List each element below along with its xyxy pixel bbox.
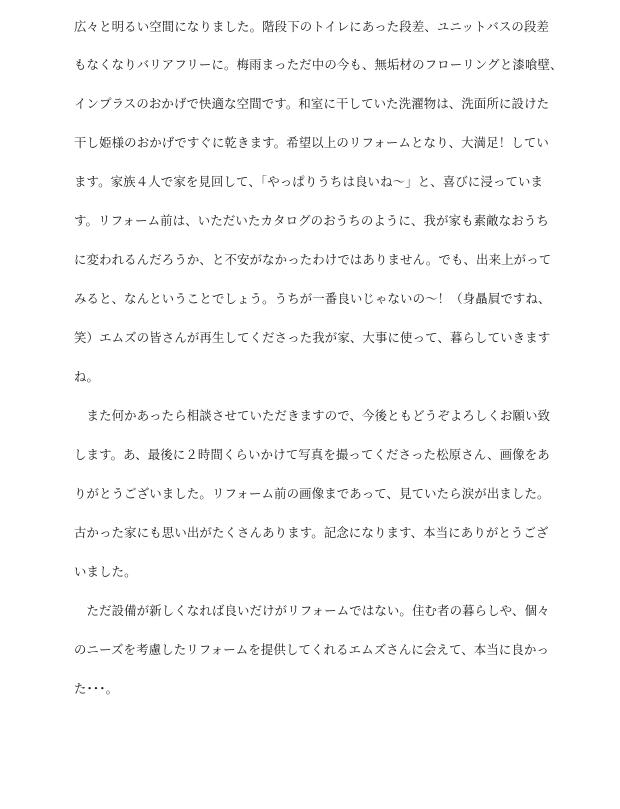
text-line: ね。 [74,369,100,384]
text-line: みると、なんということでしょう。うちが一番良いじゃないの～！（身贔屓ですね、 [74,291,551,306]
text-line: もなくなりバリアフリーに。梅雨まっただ中の今も、無垢材のフローリングと漆喰壁、 [74,57,563,72]
text-line: 笑）エムズの皆さんが再生してくださった我が家、大事に使って、暮らしていきます [74,330,551,345]
text-line: いました。 [74,564,137,579]
text-line: のニーズを考慮したリフォームを提供してくれるエムズさんに会えて、本当に良かっ [74,642,550,657]
text-line: す。リフォーム前は、いただいたカタログのおうちのように、我が家も素敵なおうち [74,213,549,228]
text-line: また何かあったら相談させていただきますので、今後ともどうぞよろしくお願い致 [74,408,551,423]
text-line: た･･･。 [74,681,119,696]
text-line: に変われるんだろうか、と不安がなかったわけではありません。でも、出来上がって [74,252,552,267]
text-line: 古かった家にも思い出がたくさんあります。記念になります、本当にありがとうござ [74,525,549,540]
text-line: インプラスのおかげで快適な空間です。和室に干していた洗濯物は、洗面所に設けた [74,96,550,111]
text-line: 広々と明るい空間になりました。階段下のトイレにあった段差、ユニットバスの段差 [74,19,550,34]
text-line: 干し姫様のおかげですぐに乾きます。希望以上のリフォームとなり、大満足！してい [74,135,549,150]
text-line: ただ設備が新しくなれば良いだけがリフォームではない。住む者の暮らしや、個々 [74,603,550,618]
text-line: します。あ、最後に２時間くらいかけて写真を撮ってくださった松原さん、画像をあ [74,447,550,462]
text-line: ます。家族４人で家を見回して、「やっぱりうちは良いね～」と、喜びに浸っていま [74,174,544,189]
text-line: りがとうございました。リフォーム前の画像まであって、見ていたら涙が出ました。 [74,486,550,501]
